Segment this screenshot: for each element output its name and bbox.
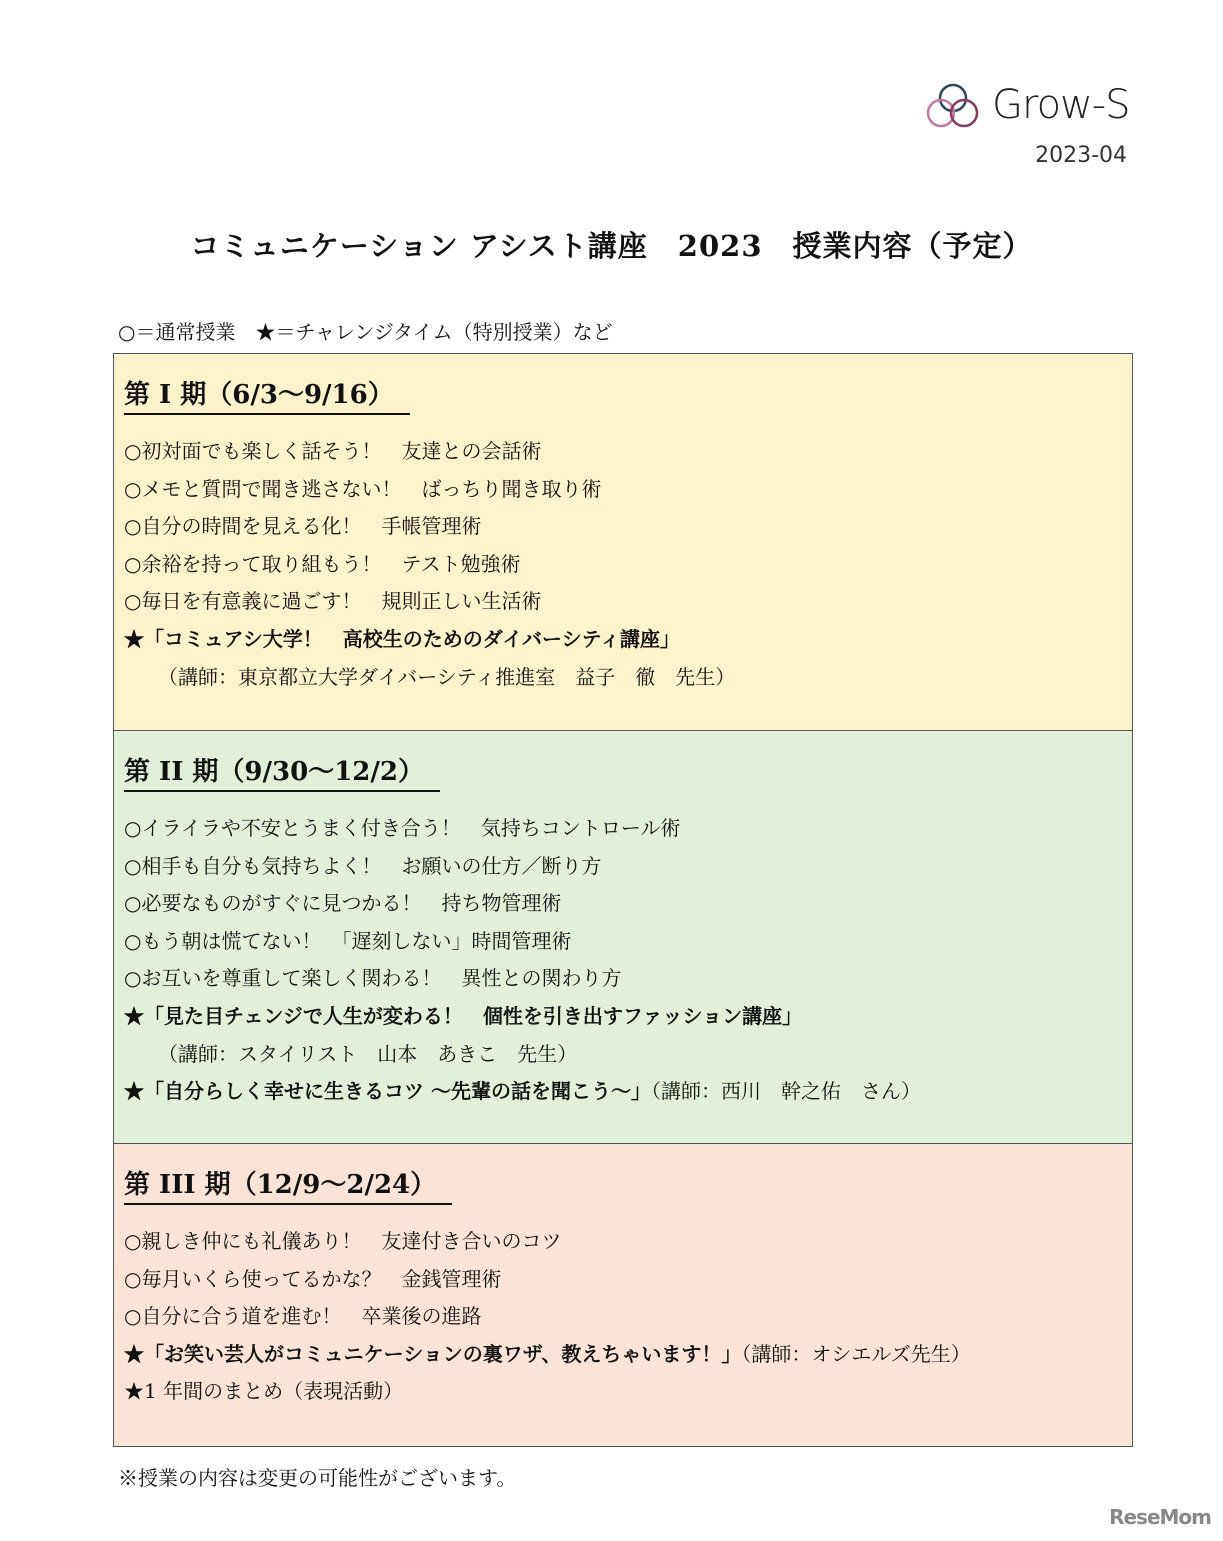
lesson-text: （講師：スタイリスト 山本 あきこ 先生） <box>158 1041 578 1066</box>
lesson-text: ○初対面でも楽しく話そう！ 友達との会話術 <box>124 439 542 463</box>
lesson-text: ○相手も自分も気持ちよく！ お願いの仕方／断り方 <box>124 853 602 878</box>
lesson-item <box>124 433 1122 471</box>
lesson-text: （講師：オシエルズ先生） <box>741 1341 971 1366</box>
lesson-item <box>124 546 1122 584</box>
lesson-item <box>124 1073 1122 1111</box>
lesson-item <box>124 1223 1122 1261</box>
term-heading: 第 II 期（9/30～12/2） <box>124 751 440 792</box>
term-section <box>114 354 1132 731</box>
lesson-item <box>124 1336 1122 1374</box>
term-heading: 第 I 期（6/3～9/16） <box>124 374 410 415</box>
lesson-text: （講師：西川 幹之佑 さん） <box>650 1079 921 1104</box>
lesson-item <box>124 1036 1122 1074</box>
document-date: 2023-04 <box>1035 143 1127 168</box>
lesson-text: ○余裕を持って取り組もう！ テスト勉強術 <box>124 551 521 576</box>
lesson-item <box>124 621 1122 659</box>
footnote: ※授業の内容は変更の可能性がございます。 <box>118 1466 517 1490</box>
lesson-text: ○イライラや不安とうまく付き合う！ 気持ちコントロール術 <box>124 816 681 840</box>
grow-s-logo <box>922 80 1130 130</box>
lesson-item <box>124 885 1122 923</box>
lesson-text: ○もう朝は慌てない！ 「遅刻しない」時間管理術 <box>124 928 572 953</box>
term-section <box>114 1144 1132 1446</box>
schedule-table <box>113 353 1133 1447</box>
lesson-item <box>124 1373 1122 1411</box>
lesson-item <box>124 508 1122 546</box>
lesson-item <box>124 810 1122 848</box>
lesson-item <box>124 960 1122 998</box>
lesson-title-bold: ★「見た目チェンジで人生が変わる！ 個性を引き出すファッション講座」 <box>124 1003 803 1028</box>
lesson-text: （講師：東京都立大学ダイバーシティ推進室 益子 徹 先生） <box>158 664 736 689</box>
logo-text: Grow-S <box>992 82 1130 128</box>
watermark: ReseMom <box>1109 1505 1211 1529</box>
lesson-item <box>124 848 1122 886</box>
lesson-title-bold: ★「自分らしく幸せに生きるコツ ～先輩の話を聞こう～」 <box>124 1079 651 1104</box>
lesson-item <box>124 998 1122 1036</box>
legend: ○＝通常授業 ★＝チャレンジタイム（特別授業）など <box>118 320 613 344</box>
lesson-item <box>124 1261 1122 1299</box>
page-title: コミュニケーション アシスト講座 2023 授業内容（予定） <box>190 229 1033 263</box>
lesson-text: ○自分の時間を見える化！ 手帳管理術 <box>124 514 482 539</box>
lesson-text: ○メモと質問で聞き逃さない！ ばっちり聞き取り術 <box>124 476 602 501</box>
logo-rings-icon <box>922 80 984 130</box>
lesson-text: ★1 年間のまとめ（表現活動） <box>124 1379 404 1404</box>
lesson-text: ○自分に合う道を進む！ 卒業後の進路 <box>124 1304 482 1329</box>
lesson-text: ○お互いを尊重して楽しく関わる！ 異性との関わり方 <box>124 966 622 991</box>
lesson-item <box>124 923 1122 961</box>
lesson-item <box>124 659 1122 697</box>
lesson-title-bold: ★「お笑い芸人がコミュニケーションの裏ワザ、教えちゃいます！」 <box>124 1341 742 1366</box>
lesson-text: ○毎日を有意義に過ごす！ 規則正しい生活術 <box>124 589 542 614</box>
lesson-text: ○毎月いくら使ってるかな？ 金銭管理術 <box>124 1266 502 1291</box>
lesson-item <box>124 471 1122 509</box>
lesson-text: ○必要なものがすぐに見つかる！ 持ち物管理術 <box>124 891 562 916</box>
lesson-text: ○親しき仲にも礼儀あり！ 友達付き合いのコツ <box>124 1229 562 1253</box>
term-heading: 第 III 期（12/9～2/24） <box>124 1164 452 1205</box>
term-section <box>114 731 1132 1144</box>
lesson-item <box>124 583 1122 621</box>
lesson-item <box>124 1298 1122 1336</box>
lesson-title-bold: ★「コミュアシ大学！ 高校生のためのダイバーシティ講座」 <box>124 626 680 651</box>
